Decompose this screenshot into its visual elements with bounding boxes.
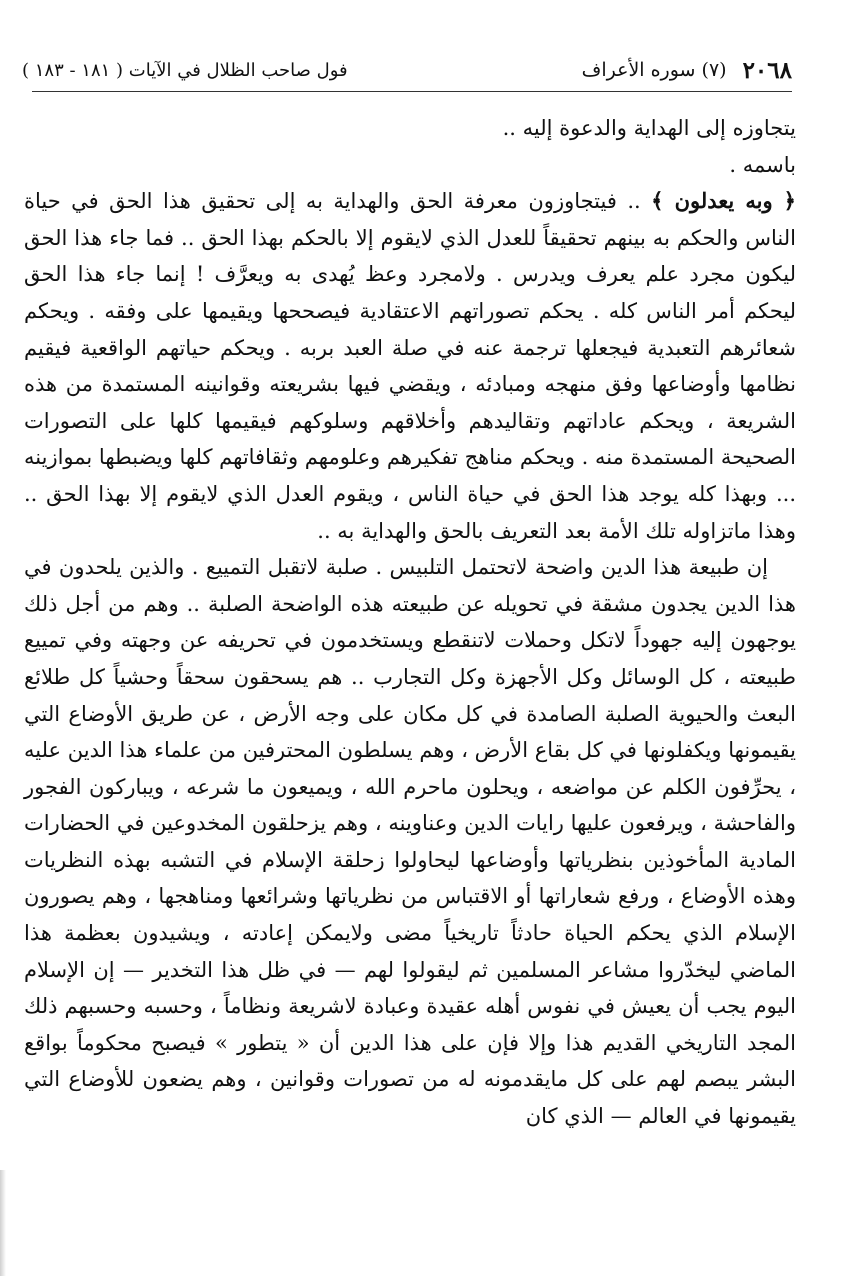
page-body — [24, 110, 796, 1135]
running-title: فول صاحب الظلال في الآيات ( ١٨١ - ١٨٣ ) — [22, 59, 348, 81]
header-rule — [32, 91, 792, 92]
sura-label: (٧) سوره الأعراف — [581, 59, 727, 81]
text-line-2: باسمه . — [729, 152, 796, 177]
header-right — [582, 57, 792, 84]
page-edge-shadow — [0, 1170, 6, 1276]
paragraph-1 — [24, 183, 796, 549]
text-line-1: يتجاوزه إلى الهداية والدعوة إليه .. — [502, 116, 796, 140]
page-number: ٢٠٦٨ — [742, 56, 792, 84]
quran-verse: ﴿ وبه يعدلون ﴾ — [651, 188, 796, 214]
paragraph-1-text: .. فيتجاوزون معرفة الحق والهداية به إلى تحقيق هذا الحق في حياة الناس والحكم به بينهم تحقيقاً للعدل الذي لايقوم إلا بالحكم بهذا الحق .. فما جاء هذا الحق ليكون مجرد علم يعرف ويدرس . ولامجرد وعظ يُهدى به ويعرَّف ! إنما جاء هذا الحق ليحكم أمر الناس كله . يحكم تصوراتهم الاعتقادية فيصححها ويقيمها على وفقه . ويحكم شعائرهم التعبدية فيجعلها ترجمة عنه في صلة العبد بربه . ويحكم حياتهم الواقعية فيقيم نظامها وأوضاعها وفق منهجه ومبادئه ، ويقضي فيها بشريعته وقوانينه المستمدة من هذه الشريعة ، ويحكم عاداتهم وتقاليدهم وأخلاقهم وسلوكهم فيقيمها كلها على التصورات الصحيحة المستمدة منه . ويحكم مناهج تفكيرهم وعلومهم وثقافاتهم كلها ويضبطها بموازينه ... وبهذا كله يوجد هذا الحق في حياة الناس ، ويقوم العدل الذي لايقوم إلا بهذا الحق .. وهذا ماتزاوله تلك الأمة بعد التعريف بالحق والهداية به .. — [24, 189, 796, 543]
paragraph-2: إن طبيعة هذا الدين واضحة لاتحتمل التلبيس . صلبة لاتقبل التمييع . والذين يلحدون في هذا الدين يجدون مشقة في تحويله عن طبيعته هذه الواضحة الصلبة .. وهم من أجل ذلك يوجهون إليه جهوداً لاتكل وحملات لاتنقطع ويستخدمون في تحريفه عن وجهته وفي تمييع طبيعته ، كل الوسائل وكل الأجهزة وكل التجارب .. هم يسحقون سحقاً وحشياً كل طلائع البعث والحيوية الصلبة الصامدة في كل مكان على وجه الأرض ، عن طريق الأوضاع التي يقيمونها ويكفلونها في كل بقاع الأرض ، وهم يسلطون المحترفين من علماء هذا الدين عليه ، يحرِّفون الكلم عن مواضعه ، ويحلون ماحرم الله ، ويميعون ما شرعه ، ويباركون الفجور والفاحشة ، ويرفعون عليها رايات الدين وعناوينه ، وهم يزحلقون المخدوعين في الحضارات المادية المأخوذين بنظرياتها وأوضاعها ليحاولوا زحلقة الإسلام في التشبه بهذه النظريات وهذه الأوضاع ، ورفع شعاراتها أو الاقتباس من نظرياتها وشرائعها ومناهجها ، وهم يصورون الإسلام الذي يحكم الحياة حادثاً تاريخياً مضى ولايمكن إعادته ، ويشيدون بعظمة هذا الماضي ليخدّروا مشاعر المسلمين ثم ليقولوا لهم — في ظل هذا التخدير — إن الإسلام اليوم يجب أن يعيش في نفوس أهله عقيدة وعبادة لاشريعة ونظاماً ، وحسبه وحسبهم ذلك المجد التاريخي القديم هذا وإلا فإن على هذا الدين أن « يتطور » فيصبح محكوماً بواقع البشر يبصم لهم على كل مايقدمونه له من تصورات وقوانين ، وهم يضعون للأوضاع التي يقيمونها في العالم — الذي كان — [24, 555, 796, 1129]
page-header — [22, 50, 792, 90]
